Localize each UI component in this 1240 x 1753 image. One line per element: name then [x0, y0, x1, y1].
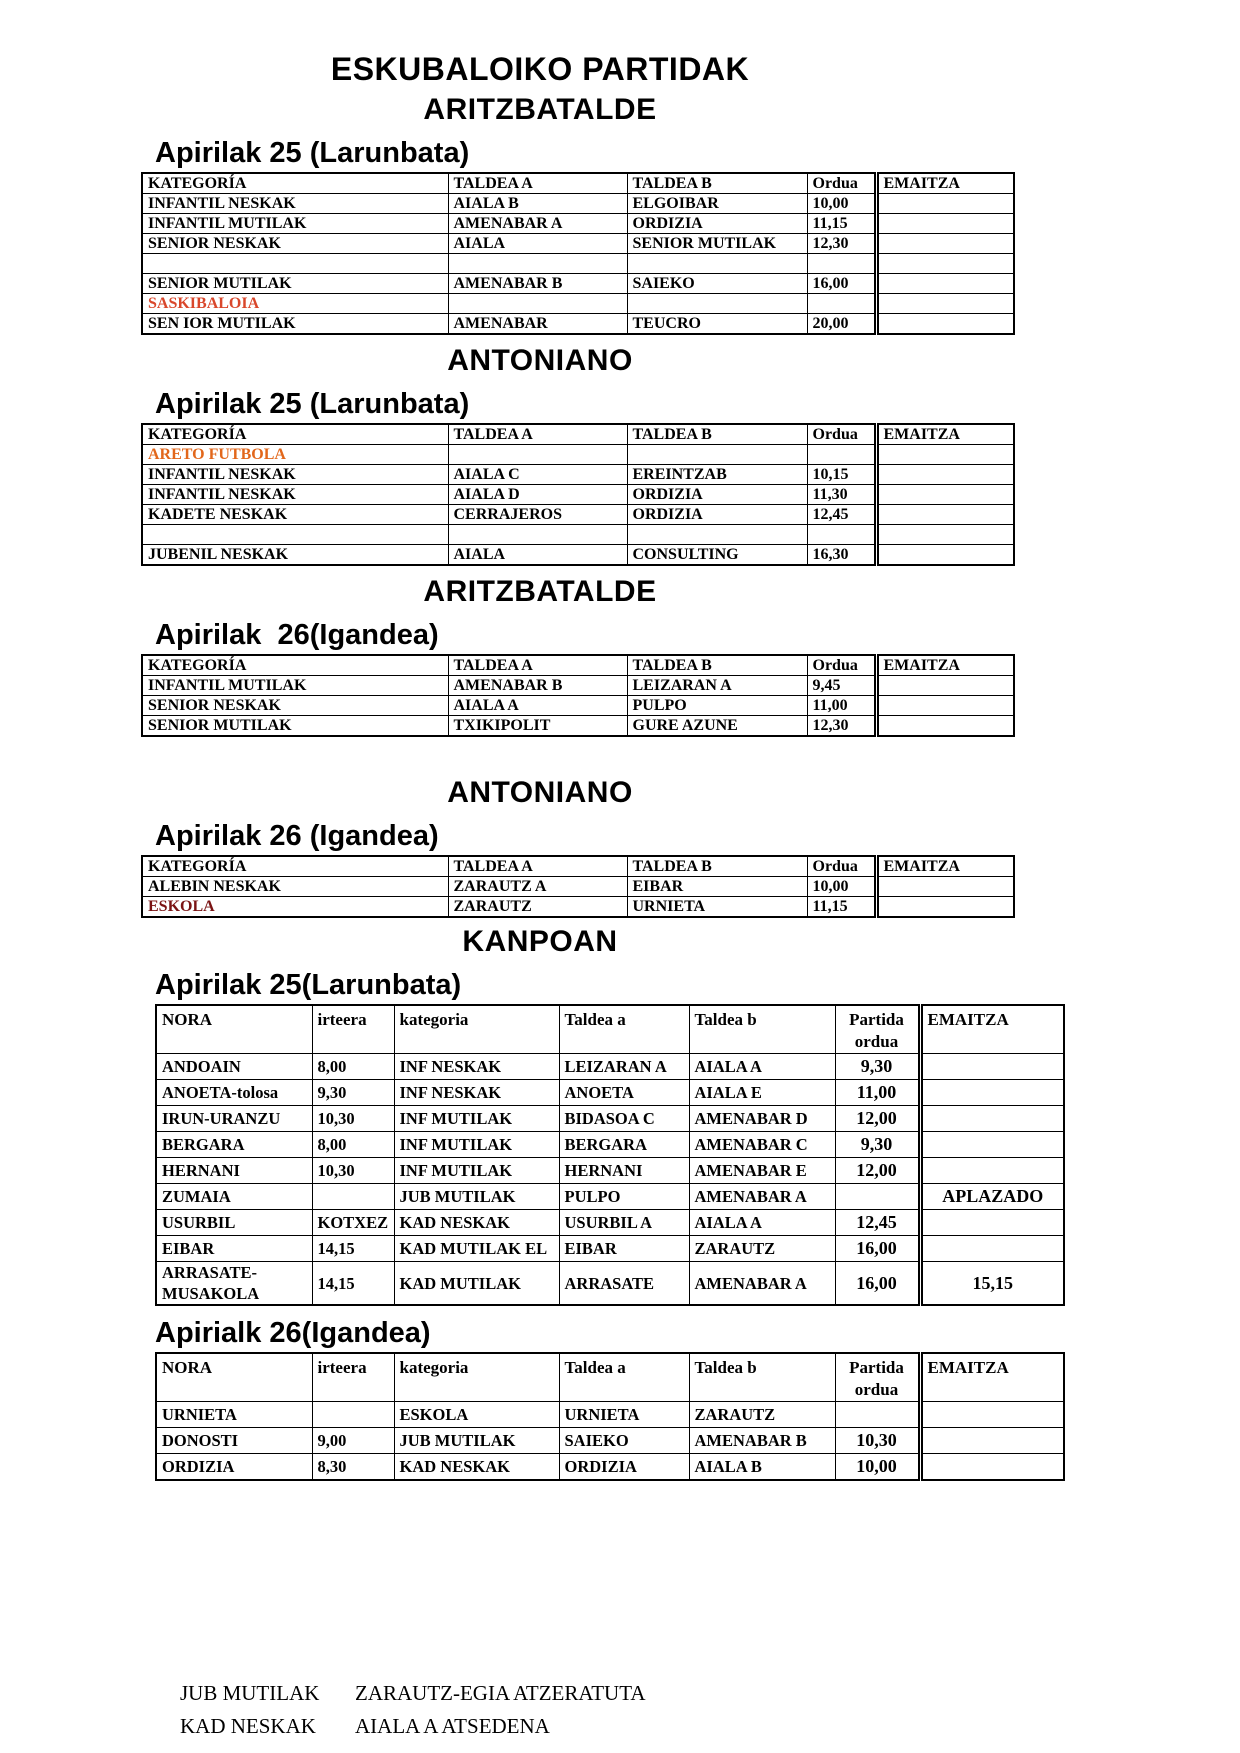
destination-cell: EIBAR [156, 1236, 312, 1262]
team-b-cell [627, 254, 807, 274]
result-cell [876, 877, 1014, 897]
section-aritzbatalde-apirilak-25 [0, 94, 1240, 335]
category-cell: SEN IOR MUTILAK [142, 314, 448, 335]
date-heading: Apirilak 26 (Igandea) [155, 820, 439, 852]
header-row [156, 1005, 1064, 1054]
venue-title: ANTONIANO [447, 776, 633, 809]
time-cell: 12,30 [807, 716, 876, 737]
team-a-cell: AIALA [448, 234, 627, 254]
match-time-cell [835, 1184, 920, 1210]
away-matches-table-wrap [155, 1004, 1240, 1306]
column-header: TALDEA A [448, 655, 627, 676]
result-cell [876, 465, 1014, 485]
match-row [156, 1080, 1064, 1106]
result-cell [920, 1080, 1064, 1106]
team-b-cell [627, 294, 807, 314]
time-cell: 10,00 [807, 194, 876, 214]
team-b-cell: AMENABAR A [689, 1262, 835, 1306]
departure-cell: 14,15 [312, 1236, 394, 1262]
category-cell [142, 525, 448, 545]
home-matches-table [141, 172, 1015, 335]
match-time-cell [835, 1402, 920, 1428]
match-row [142, 445, 1014, 465]
result-cell [876, 545, 1014, 566]
column-header: Ordua [807, 173, 876, 194]
match-row [156, 1158, 1064, 1184]
result-cell [876, 445, 1014, 465]
column-header: TALDEA B [627, 856, 807, 877]
team-a-cell: AIALA A [448, 696, 627, 716]
result-cell [876, 234, 1014, 254]
team-b-cell: AMENABAR E [689, 1158, 835, 1184]
result-cell [876, 314, 1014, 335]
category-cell: KADETE NESKAK [142, 505, 448, 525]
team-a-cell [448, 525, 627, 545]
time-cell: 11,00 [807, 696, 876, 716]
note-category: JUB MUTILAK [180, 1681, 320, 1705]
category-cell: ESKOLA [394, 1402, 559, 1428]
footer-notes [180, 1677, 1240, 1743]
column-header: Taldea b [689, 1353, 835, 1402]
time-cell [807, 254, 876, 274]
departure-cell: KOTXEZ [312, 1210, 394, 1236]
result-cell [876, 505, 1014, 525]
note-line [180, 1677, 1240, 1710]
time-cell: 10,15 [807, 465, 876, 485]
date-heading: Apirialk 26(Igandea) [155, 1317, 431, 1349]
match-row [142, 314, 1014, 335]
team-b-cell: AMENABAR D [689, 1106, 835, 1132]
date-heading: Apirilak 25(Larunbata) [155, 969, 462, 1001]
result-cell [876, 696, 1014, 716]
matches-table-wrap [141, 172, 1240, 335]
match-row [142, 274, 1014, 294]
team-a-cell: EIBAR [559, 1236, 689, 1262]
note-text: AIALA A ATSEDENA [355, 1714, 550, 1738]
result-cell [920, 1106, 1064, 1132]
column-header: Taldea b [689, 1005, 835, 1054]
match-row [142, 214, 1014, 234]
team-a-cell: ARRASATE [559, 1262, 689, 1306]
team-b-cell: TEUCRO [627, 314, 807, 335]
column-header: NORA [156, 1353, 312, 1402]
column-header: Taldea a [559, 1353, 689, 1402]
category-cell: INF MUTILAK [394, 1158, 559, 1184]
result-cell: APLAZADO [920, 1184, 1064, 1210]
match-row [156, 1428, 1064, 1454]
team-b-cell: SENIOR MUTILAK [627, 234, 807, 254]
destination-cell: ANDOAIN [156, 1054, 312, 1080]
category-cell: SENIOR NESKAK [142, 696, 448, 716]
header-row [142, 856, 1014, 877]
team-b-cell: AMENABAR A [689, 1184, 835, 1210]
home-matches-table [141, 654, 1015, 737]
category-cell: INFANTIL NESKAK [142, 194, 448, 214]
section-antoniano-apirilak-26 [0, 777, 1240, 918]
team-b-cell: ORDIZIA [627, 214, 807, 234]
result-cell [920, 1236, 1064, 1262]
header-row [142, 424, 1014, 445]
departure-cell [312, 1402, 394, 1428]
departure-cell: 8,30 [312, 1454, 394, 1481]
header-row [156, 1353, 1064, 1402]
result-cell [920, 1132, 1064, 1158]
team-b-cell [627, 445, 807, 465]
time-cell: 10,00 [807, 877, 876, 897]
team-b-cell: PULPO [627, 696, 807, 716]
column-header: KATEGORÍA [142, 173, 448, 194]
category-cell: INFANTIL NESKAK [142, 485, 448, 505]
column-header: TALDEA B [627, 655, 807, 676]
category-cell: INFANTIL MUTILAK [142, 676, 448, 696]
team-a-cell [448, 294, 627, 314]
venue-title: ARITZBATALDE [423, 93, 657, 126]
column-header: TALDEA A [448, 424, 627, 445]
category-cell: JUB MUTILAK [394, 1184, 559, 1210]
venue-title: ANTONIANO [447, 344, 633, 377]
result-cell [920, 1402, 1064, 1428]
match-row [142, 234, 1014, 254]
team-a-cell: ZARAUTZ [448, 897, 627, 918]
result-cell [876, 676, 1014, 696]
category-cell: KAD NESKAK [394, 1454, 559, 1481]
team-b-cell: AMENABAR B [689, 1428, 835, 1454]
team-b-cell: AIALA A [689, 1054, 835, 1080]
category-cell: INFANTIL MUTILAK [142, 214, 448, 234]
column-header: Partida ordua [835, 1005, 920, 1054]
column-header: KATEGORÍA [142, 655, 448, 676]
team-a-cell: HERNANI [559, 1158, 689, 1184]
column-header: TALDEA A [448, 173, 627, 194]
result-cell [876, 274, 1014, 294]
category-cell: KAD MUTILAK [394, 1262, 559, 1306]
departure-cell [312, 1184, 394, 1210]
match-time-cell: 16,00 [835, 1236, 920, 1262]
team-a-cell: AMENABAR [448, 314, 627, 335]
destination-cell: USURBIL [156, 1210, 312, 1236]
destination-cell: ZUMAIA [156, 1184, 312, 1210]
result-cell [876, 194, 1014, 214]
note-line [180, 1710, 1240, 1743]
team-a-cell: AIALA C [448, 465, 627, 485]
match-time-cell: 12,00 [835, 1106, 920, 1132]
note-text: ZARAUTZ-EGIA ATZERATUTA [355, 1681, 646, 1705]
column-header: Taldea a [559, 1005, 689, 1054]
result-cell [876, 525, 1014, 545]
matches-table-wrap [141, 423, 1240, 566]
time-cell [807, 294, 876, 314]
column-header: EMAITZA [876, 424, 1014, 445]
time-cell: 16,00 [807, 274, 876, 294]
match-row [142, 485, 1014, 505]
team-a-cell: ORDIZIA [559, 1454, 689, 1481]
departure-cell: 8,00 [312, 1132, 394, 1158]
away-matches-table [155, 1352, 1065, 1481]
team-a-cell: AIALA D [448, 485, 627, 505]
header-row [142, 173, 1014, 194]
category-cell: INF NESKAK [394, 1054, 559, 1080]
matches-table-wrap [141, 654, 1240, 737]
match-row [142, 294, 1014, 314]
team-b-cell [627, 525, 807, 545]
team-b-cell: ORDIZIA [627, 485, 807, 505]
result-cell [876, 254, 1014, 274]
team-a-cell: BERGARA [559, 1132, 689, 1158]
team-a-cell: AMENABAR B [448, 676, 627, 696]
team-a-cell [448, 254, 627, 274]
home-matches-table [141, 855, 1015, 918]
result-cell [876, 716, 1014, 737]
destination-cell: HERNANI [156, 1158, 312, 1184]
match-row [142, 716, 1014, 737]
category-cell: ARETO FUTBOLA [142, 445, 448, 465]
time-cell [807, 525, 876, 545]
matches-table-wrap [141, 855, 1240, 918]
section-kanpoan [0, 926, 1240, 1481]
destination-cell: IRUN-URANZU [156, 1106, 312, 1132]
column-header: EMAITZA [920, 1353, 1064, 1402]
section-aritzbatalde-apirilak-26 [0, 576, 1240, 737]
match-time-cell: 16,00 [835, 1262, 920, 1306]
match-time-cell: 11,00 [835, 1080, 920, 1106]
match-row [156, 1236, 1064, 1262]
match-row [156, 1132, 1064, 1158]
team-b-cell: ZARAUTZ [689, 1236, 835, 1262]
match-row [142, 897, 1014, 918]
column-header: TALDEA B [627, 173, 807, 194]
column-header: kategoria [394, 1005, 559, 1054]
team-b-cell: AIALA B [689, 1454, 835, 1481]
match-time-cell: 12,00 [835, 1158, 920, 1184]
category-cell: JUBENIL NESKAK [142, 545, 448, 566]
time-cell: 20,00 [807, 314, 876, 335]
match-row [142, 676, 1014, 696]
column-header: EMAITZA [876, 655, 1014, 676]
match-time-cell: 10,00 [835, 1454, 920, 1481]
departure-cell: 10,30 [312, 1106, 394, 1132]
match-row [142, 505, 1014, 525]
departure-cell: 9,00 [312, 1428, 394, 1454]
team-a-cell: BIDASOA C [559, 1106, 689, 1132]
result-cell [876, 897, 1014, 918]
team-a-cell: USURBIL A [559, 1210, 689, 1236]
match-row [142, 465, 1014, 485]
away-matches-table [155, 1004, 1065, 1306]
column-header: EMAITZA [920, 1005, 1064, 1054]
team-a-cell: LEIZARAN A [559, 1054, 689, 1080]
category-cell: SASKIBALOIA [142, 294, 448, 314]
home-matches-table [141, 423, 1015, 566]
category-cell: SENIOR MUTILAK [142, 274, 448, 294]
team-b-cell: AMENABAR C [689, 1132, 835, 1158]
column-header: TALDEA B [627, 424, 807, 445]
category-cell: SENIOR NESKAK [142, 234, 448, 254]
departure-cell: 9,30 [312, 1080, 394, 1106]
category-cell: ALEBIN NESKAK [142, 877, 448, 897]
column-header: EMAITZA [876, 856, 1014, 877]
time-cell: 11,15 [807, 897, 876, 918]
result-cell [876, 294, 1014, 314]
match-time-cell: 10,30 [835, 1428, 920, 1454]
match-row [156, 1184, 1064, 1210]
column-header: NORA [156, 1005, 312, 1054]
page-title: ESKUBALOIKO PARTIDAK [330, 51, 750, 87]
match-row [142, 525, 1014, 545]
note-category: KAD NESKAK [180, 1714, 316, 1738]
team-a-cell: SAIEKO [559, 1428, 689, 1454]
team-b-cell: ORDIZIA [627, 505, 807, 525]
match-row [142, 696, 1014, 716]
time-cell: 16,30 [807, 545, 876, 566]
result-cell [920, 1454, 1064, 1481]
result-cell [920, 1158, 1064, 1184]
destination-cell: ORDIZIA [156, 1454, 312, 1481]
team-b-cell: AIALA A [689, 1210, 835, 1236]
result-cell [876, 485, 1014, 505]
result-cell [920, 1054, 1064, 1080]
match-time-cell: 12,45 [835, 1210, 920, 1236]
result-cell: 15,15 [920, 1262, 1064, 1306]
match-row [156, 1262, 1064, 1306]
departure-cell: 8,00 [312, 1054, 394, 1080]
column-header: Ordua [807, 424, 876, 445]
section-antoniano-apirilak-25 [0, 345, 1240, 566]
team-b-cell: GURE AZUNE [627, 716, 807, 737]
team-a-cell: AIALA [448, 545, 627, 566]
category-cell: INF MUTILAK [394, 1132, 559, 1158]
away-matches-table-wrap [155, 1352, 1240, 1481]
match-time-cell: 9,30 [835, 1132, 920, 1158]
category-cell: KAD NESKAK [394, 1210, 559, 1236]
category-cell: JUB MUTILAK [394, 1428, 559, 1454]
team-a-cell: ANOETA [559, 1080, 689, 1106]
category-cell: INF NESKAK [394, 1080, 559, 1106]
team-a-cell: AMENABAR B [448, 274, 627, 294]
category-cell: ESKOLA [142, 897, 448, 918]
category-cell [142, 254, 448, 274]
match-row [142, 877, 1014, 897]
match-time-cell: 9,30 [835, 1054, 920, 1080]
team-a-cell: ZARAUTZ A [448, 877, 627, 897]
column-header: Ordua [807, 856, 876, 877]
time-cell: 12,30 [807, 234, 876, 254]
column-header: irteera [312, 1005, 394, 1054]
column-header: TALDEA A [448, 856, 627, 877]
column-header: Ordua [807, 655, 876, 676]
column-header: KATEGORÍA [142, 424, 448, 445]
team-b-cell: CONSULTING [627, 545, 807, 566]
date-heading: Apirilak 26(Igandea) [155, 619, 439, 651]
team-a-cell: URNIETA [559, 1402, 689, 1428]
date-heading: Apirilak 25 (Larunbata) [155, 388, 470, 420]
destination-cell: URNIETA [156, 1402, 312, 1428]
match-row [142, 194, 1014, 214]
destination-cell: ARRASATE-MUSAKOLA [156, 1262, 312, 1306]
match-row [156, 1106, 1064, 1132]
column-header: irteera [312, 1353, 394, 1402]
team-b-cell: ELGOIBAR [627, 194, 807, 214]
column-header: EMAITZA [876, 173, 1014, 194]
team-b-cell: EIBAR [627, 877, 807, 897]
date-heading: Apirilak 25 (Larunbata) [155, 137, 470, 169]
team-b-cell: EREINTZAB [627, 465, 807, 485]
team-a-cell: TXIKIPOLIT [448, 716, 627, 737]
result-cell [920, 1428, 1064, 1454]
kanpoan-title: KANPOAN [462, 925, 618, 958]
match-row [156, 1402, 1064, 1428]
team-b-cell: LEIZARAN A [627, 676, 807, 696]
category-cell: INF MUTILAK [394, 1106, 559, 1132]
time-cell: 11,15 [807, 214, 876, 234]
team-b-cell: ZARAUTZ [689, 1402, 835, 1428]
team-a-cell: CERRAJEROS [448, 505, 627, 525]
departure-cell: 14,15 [312, 1262, 394, 1306]
destination-cell: DONOSTI [156, 1428, 312, 1454]
match-row [156, 1054, 1064, 1080]
team-b-cell: URNIETA [627, 897, 807, 918]
column-header: KATEGORÍA [142, 856, 448, 877]
result-cell [876, 214, 1014, 234]
result-cell [920, 1210, 1064, 1236]
category-cell: KAD MUTILAK EL [394, 1236, 559, 1262]
team-a-cell [448, 445, 627, 465]
time-cell: 12,45 [807, 505, 876, 525]
destination-cell: BERGARA [156, 1132, 312, 1158]
match-row [156, 1454, 1064, 1481]
team-b-cell: AIALA E [689, 1080, 835, 1106]
column-header: kategoria [394, 1353, 559, 1402]
match-row [142, 545, 1014, 566]
match-row [156, 1210, 1064, 1236]
time-cell [807, 445, 876, 465]
team-a-cell: AMENABAR A [448, 214, 627, 234]
category-cell: INFANTIL NESKAK [142, 465, 448, 485]
team-a-cell: PULPO [559, 1184, 689, 1210]
venue-title: ARITZBATALDE [423, 575, 657, 608]
team-a-cell: AIALA B [448, 194, 627, 214]
departure-cell: 10,30 [312, 1158, 394, 1184]
team-b-cell: SAIEKO [627, 274, 807, 294]
match-row [142, 254, 1014, 274]
category-cell: SENIOR MUTILAK [142, 716, 448, 737]
time-cell: 9,45 [807, 676, 876, 696]
destination-cell: ANOETA-tolosa [156, 1080, 312, 1106]
time-cell: 11,30 [807, 485, 876, 505]
column-header: Partida ordua [835, 1353, 920, 1402]
header-row [142, 655, 1014, 676]
